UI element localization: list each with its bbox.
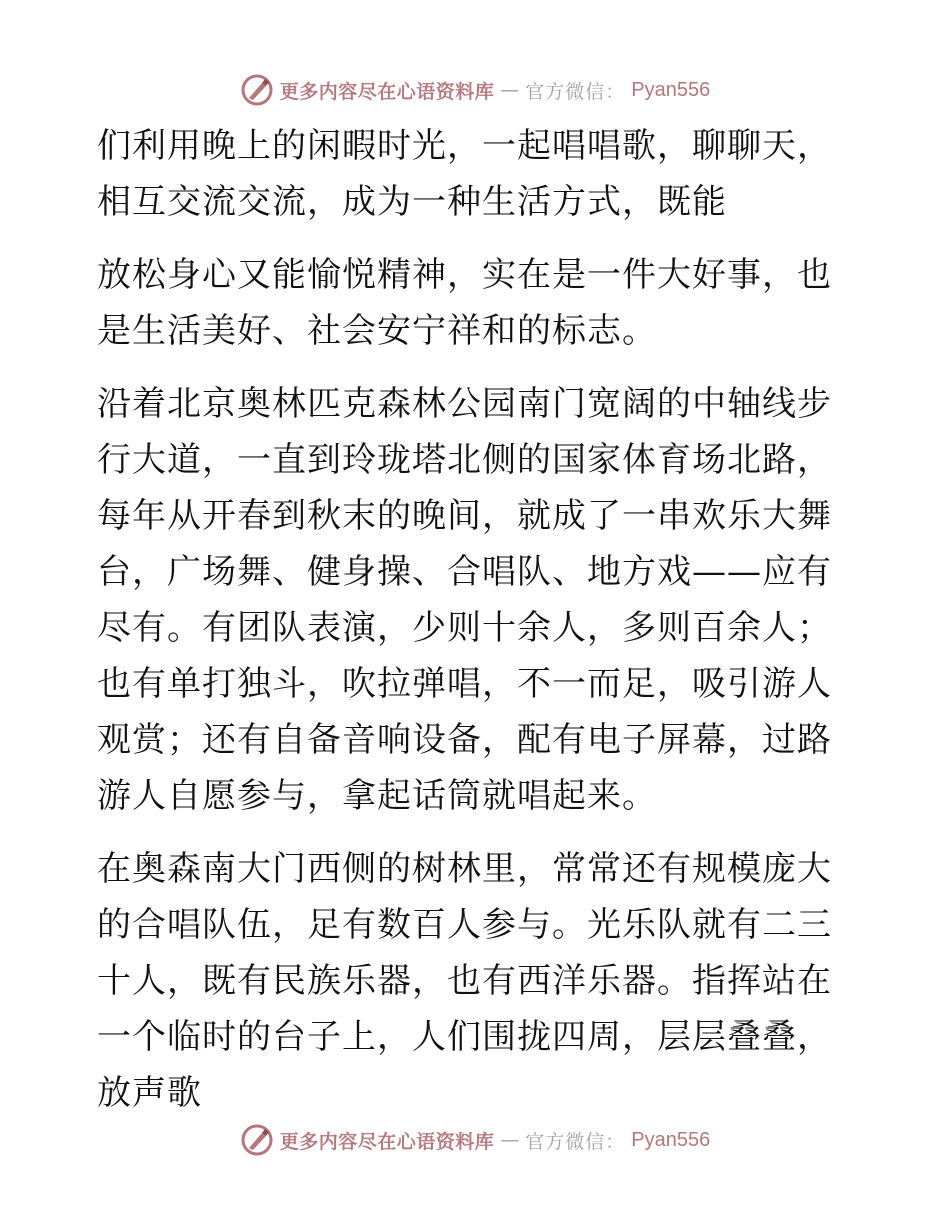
watermark-official-label: 官方微信：	[525, 1130, 626, 1153]
watermark-text: 更多内容尽在心语资料库	[279, 80, 495, 103]
watermark-wechat-id: Pyan556	[631, 1128, 711, 1151]
document-body	[97, 118, 857, 1138]
footer-watermark	[0, 1120, 950, 1160]
paragraph-4: 在奥森南大门西侧的树林里，常常还有规模庞大的合唱队伍，足有数百人参与。光乐队就有二三十人，既有民族乐器，也有西洋乐器。指挥站在一个临时的台子上，人们围拢四周，层层叠叠，放声歌	[97, 849, 832, 1113]
paragraph-3: 沿着北京奥林匹克森林公园南门宽阔的中轴线步行大道，一直到玲珑塔北侧的国家体育场北路，每年从开春到秋末的晚间，就成了一串欢乐大舞台，广场舞、健身操、合唱队、地方戏——应有尽有。有团队表演，少则十余人，多则百余人；也有单打独斗，吹拉弹唱，不一而足，吸引游人观赏；还有自备音响设备，配有电子屏幕，过路游人自愿参与，拿起话筒就唱起来。	[97, 384, 832, 816]
header-watermark	[0, 70, 950, 110]
watermark-wechat-id: Pyan556	[631, 78, 711, 101]
watermark-text: 更多内容尽在心语资料库	[279, 1130, 495, 1153]
watermark-official-label: 官方微信：	[525, 80, 626, 103]
paragraph-2: 放松身心又能愉悦精神，实在是一件大好事，也是生活美好、社会安宁祥和的标志。	[97, 255, 832, 351]
pen-logo-icon	[240, 73, 274, 107]
watermark-separator: —	[500, 1129, 520, 1151]
paragraph-1: 们利用晚上的闲暇时光，一起唱唱歌，聊聊天，相互交流交流，成为一种生活方式，既能	[97, 126, 832, 222]
pen-logo-icon	[240, 1123, 274, 1157]
watermark-separator: —	[500, 79, 520, 101]
